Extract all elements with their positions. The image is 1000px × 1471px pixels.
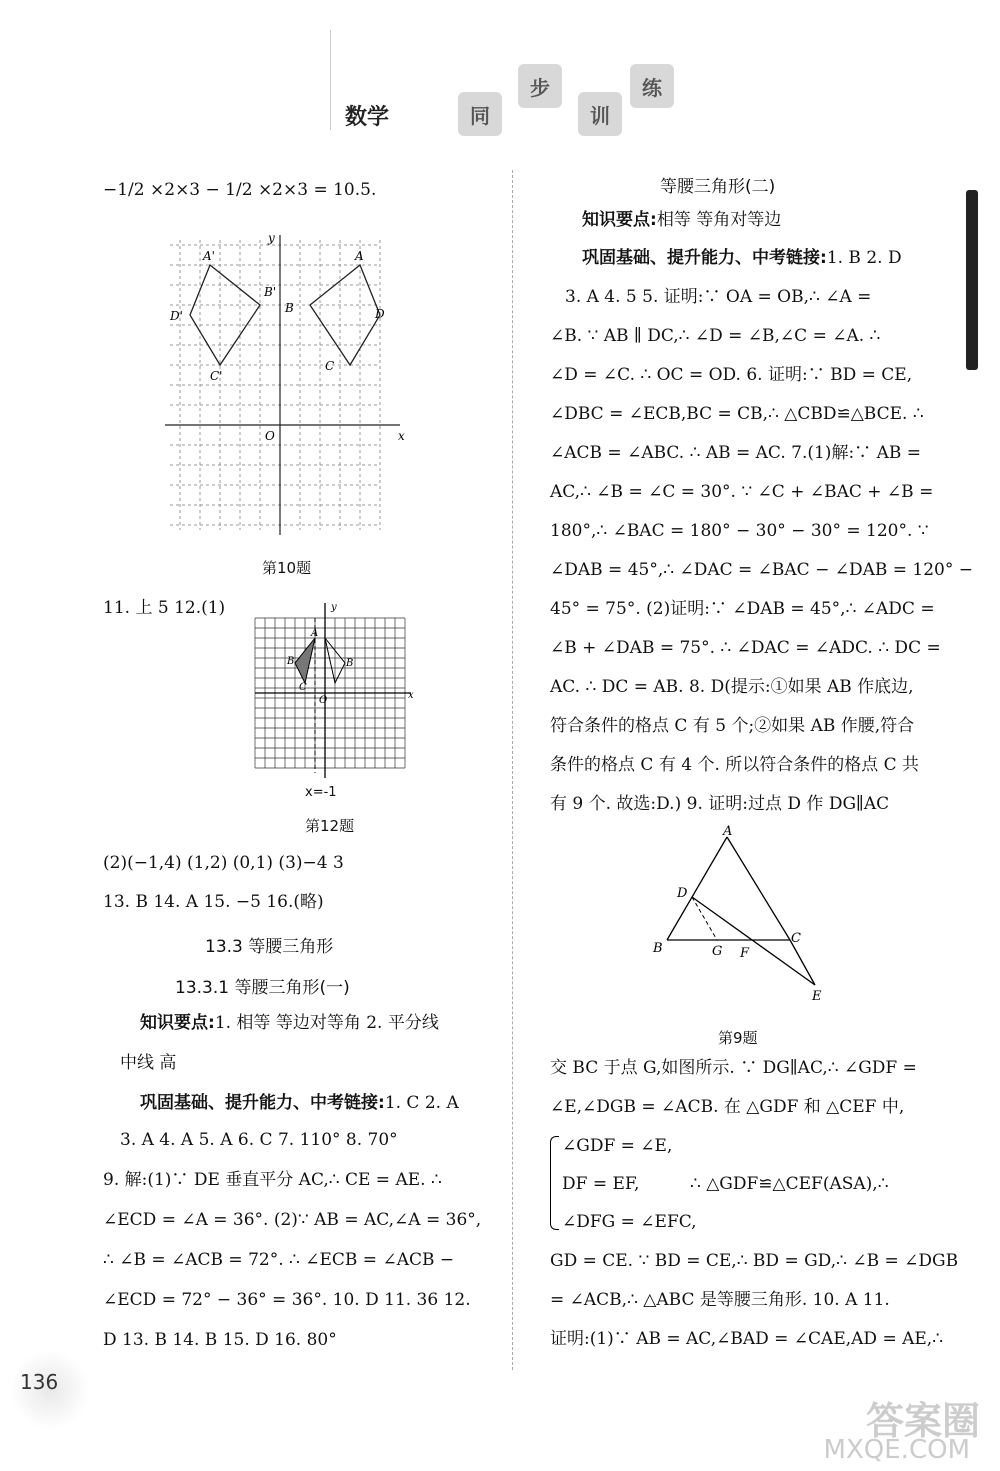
gj-line-right — [582, 248, 902, 268]
badge-2: 步 — [518, 64, 562, 108]
kp-text-right: 相等 等角对等边 — [656, 210, 782, 230]
right-r11: AC. ∴ DC = AB. 8. D(提示:①如果 AB 作底边, — [550, 677, 914, 697]
badge-3: 训 — [578, 92, 622, 136]
fig9-G: G — [712, 944, 723, 959]
figure-12 — [253, 598, 418, 798]
kp-line-right — [582, 210, 781, 230]
subject-title: 数学 — [345, 105, 390, 130]
q13-line: 13. B 14. A 15. −5 16.(略) — [103, 892, 324, 912]
label-C: C — [325, 359, 335, 373]
svg-text:A: A — [311, 628, 319, 639]
kp-label: 知识要点: — [140, 1013, 215, 1033]
kp-label-right: 知识要点: — [582, 210, 657, 230]
label-B: B — [285, 301, 294, 315]
fig12-caption: 第12题 — [305, 817, 355, 835]
label-B1: B' — [264, 285, 277, 299]
right-r20: GD = CE. ∵ BD = CE,∴ BD = GD,∴ ∠B = ∠DGB — [550, 1251, 959, 1271]
right-r15: 交 BC 于点 G,如图所示. ∵ DG∥AC,∴ ∠GDF = — [550, 1058, 917, 1078]
q12b-line: (2)(−1,4) (1,2) (0,1) (3)−4 3 — [103, 853, 344, 873]
left-l13: D 13. B 14. B 15. D 16. 80° — [103, 1330, 337, 1350]
left-l9: 9. 解:(1)∵ DE 垂直平分 AC,∴ CE = AE. ∴ — [103, 1170, 442, 1190]
label-x: x — [398, 429, 405, 443]
figure-10 — [165, 230, 410, 540]
figure-9 — [645, 825, 835, 1005]
page-edge-mark — [966, 190, 978, 370]
watermark-logo: 答案圈 — [865, 1399, 980, 1443]
label-A: A — [355, 249, 364, 263]
kp-line-left — [140, 1013, 439, 1033]
right-r10: ∠B + ∠DAB = 75°. ∴ ∠DAC = ∠ADC. ∴ DC = — [550, 638, 941, 658]
right-r13: 条件的格点 C 有 4 个. 所以符合条件的格点 C 共 — [550, 755, 920, 775]
fig9-D: D — [677, 886, 688, 901]
watermark-url: MXQE.COM — [823, 1435, 970, 1465]
section-title: 13.3 等腰三角形 — [205, 937, 334, 957]
label-D1: D' — [170, 309, 183, 323]
label-O: O — [265, 429, 275, 443]
left-l11: ∴ ∠B = ∠ACB = 72°. ∴ ∠ECB = ∠ACB − — [103, 1250, 455, 1270]
svg-text:y: y — [331, 602, 337, 613]
right-r12: 符合条件的格点 C 有 5 个;②如果 AB 作腰,符合 — [550, 716, 915, 736]
left-l12: ∠ECD = 72° − 36° = 36°. 10. D 11. 36 12. — [103, 1290, 471, 1310]
label-A1: A' — [203, 249, 215, 263]
right-r7: 180°,∴ ∠BAC = 180° − 30° − 30° = 120°. ∵ — [550, 521, 929, 541]
right-r22: 证明:(1)∵ AB = AC,∠BAD = ∠CAE,AD = AE,∴ — [550, 1329, 944, 1349]
right-r18a: DF = EF, — [562, 1174, 640, 1194]
fig10-caption: 第10题 — [262, 559, 312, 577]
svg-text:x: x — [408, 690, 414, 701]
q11-line: 11. 上 5 12.(1) — [103, 598, 226, 618]
fig9-A: A — [723, 825, 733, 839]
gj-label: 巩固基础、提升能力、中考链接: — [140, 1093, 385, 1113]
svg-text:O: O — [319, 695, 328, 706]
column-divider — [512, 170, 513, 1370]
right-r18b: ∴ △GDF≌△CEF(ASA),∴ — [690, 1174, 889, 1194]
right-r4: ∠DBC = ∠ECB,BC = CB,∴ △CBD≌△BCE. ∴ — [550, 404, 924, 424]
subsection-title: 13.3.1 等腰三角形(一) — [175, 978, 350, 998]
gj-text: 1. C 2. A — [384, 1093, 459, 1113]
right-r1: 3. A 4. 5 5. 证明:∵ OA = OB,∴ ∠A = — [565, 287, 872, 307]
page-header — [330, 30, 700, 130]
label-y: y — [268, 231, 275, 245]
fig12-axis-label: x=-1 — [305, 785, 337, 800]
right-r14: 有 9 个. 故选:D.) 9. 证明:过点 D 作 DG∥AC — [550, 794, 890, 814]
right-r9: 45° = 75°. (2)证明:∵ ∠DAB = 45°,∴ ∠ADC = — [550, 599, 935, 619]
kp-line2-left: 中线 高 — [120, 1053, 177, 1073]
fig9-C: C — [791, 931, 801, 946]
left-l3: 3. A 4. A 5. A 6. C 7. 110° 8. 70° — [120, 1130, 398, 1150]
right-r5: ∠ACB = ∠ABC. ∴ AB = AC. 7.(1)解:∵ AB = — [550, 443, 921, 463]
gj-line-left — [140, 1093, 459, 1113]
right-r17: ∠GDF = ∠E, — [562, 1136, 673, 1156]
svg-text:B: B — [346, 658, 354, 669]
right-r8: ∠DAB = 45°,∴ ∠DAC = ∠BAC − ∠DAB = 120° − — [550, 560, 974, 580]
left-l10: ∠ECD = ∠A = 36°. (2)∵ AB = AC,∠A = 36°, — [103, 1210, 482, 1230]
fig9-caption: 第9题 — [718, 1029, 758, 1047]
label-D: D — [375, 307, 385, 321]
right-title: 等腰三角形(二) — [660, 177, 776, 197]
svg-text:C: C — [299, 682, 307, 693]
right-r21: = ∠ACB,∴ △ABC 是等腰三角形. 10. A 11. — [550, 1290, 890, 1310]
svg-text:B: B — [287, 656, 295, 667]
label-C1: C' — [210, 369, 223, 383]
kp-text: 1. 相等 等边对等角 2. 平分线 — [214, 1013, 439, 1033]
formula-line: −1/2 ×2×3 − 1/2 ×2×3 = 10.5. — [103, 180, 377, 200]
page-number: 136 — [20, 1370, 59, 1394]
gj-text-right: 1. B 2. D — [826, 248, 902, 268]
badge-4: 练 — [630, 64, 674, 108]
fig9-B: B — [653, 941, 663, 956]
gj-label-right: 巩固基础、提升能力、中考链接: — [582, 248, 827, 268]
fig9-F: F — [740, 946, 750, 961]
fig9-E: E — [812, 989, 822, 1004]
right-r2: ∠B. ∵ AB ∥ DC,∴ ∠D = ∠B,∠C = ∠A. ∴ — [550, 326, 881, 346]
brace — [550, 1136, 559, 1230]
right-r3: ∠D = ∠C. ∴ OC = OD. 6. 证明:∵ BD = CE, — [550, 365, 913, 385]
right-r6: AC,∴ ∠B = ∠C = 30°. ∵ ∠C + ∠BAC + ∠B = — [550, 482, 934, 502]
right-r16: ∠E,∠DGB = ∠ACB. 在 △GDF 和 △CEF 中, — [550, 1097, 905, 1117]
right-r19: ∠DFG = ∠EFC, — [562, 1212, 697, 1232]
badge-1: 同 — [458, 92, 502, 136]
